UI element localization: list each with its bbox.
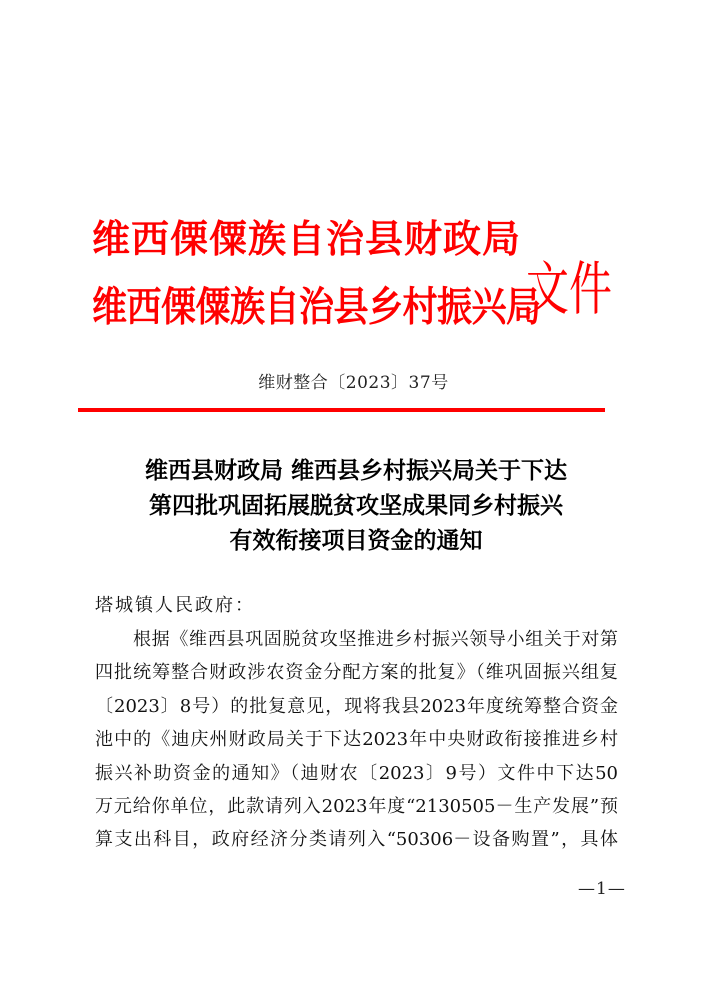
- body-line: 四批统筹整合财政涉农资金分配方案的批复》（维巩固振兴组复: [95, 662, 618, 684]
- body-line: 根据《维西县巩固脱贫攻坚推进乡村振兴领导小组关于对第: [133, 629, 618, 650]
- issuing-org-rural-revitalization-bureau: 维西傈僳族自治县乡村振兴局: [92, 283, 541, 332]
- body-line: 〔2023〕8号）的批复意见，现将我县2023年度统筹整合资金: [95, 695, 618, 717]
- body-line: 池中的《迪庆州财政局关于下达2023年中央财政衔接推进乡村: [95, 729, 618, 751]
- body-line: 振兴补助资金的通知》（迪财农〔2023〕9号）文件中下达50: [95, 762, 618, 784]
- page-number: —1—: [578, 879, 626, 899]
- body-line: 算支出科目，政府经济分类请列入“50306－设备购置”，具体: [95, 829, 618, 851]
- title-line: 第四批巩固拓展脱贫攻坚成果同乡村振兴: [149, 492, 563, 519]
- title-line: 有效衔接项目资金的通知: [229, 527, 483, 554]
- body-line: 万元给你单位，此款请列入2023年度“2130505－生产发展”预: [95, 795, 618, 817]
- title-line: 维西县财政局 维西县乡村振兴局关于下达: [144, 457, 567, 484]
- document-title: [96, 453, 616, 558]
- salutation-recipient: 塔城镇人民政府：: [95, 595, 255, 616]
- issuing-org-finance-bureau: 维西傈僳族自治县财政局: [92, 216, 522, 261]
- document-kind-label: 文件: [526, 256, 612, 324]
- document-number: 维财整合〔2023〕37号: [258, 373, 449, 393]
- body-paragraph: [95, 628, 618, 862]
- red-separator-rule: [78, 408, 605, 412]
